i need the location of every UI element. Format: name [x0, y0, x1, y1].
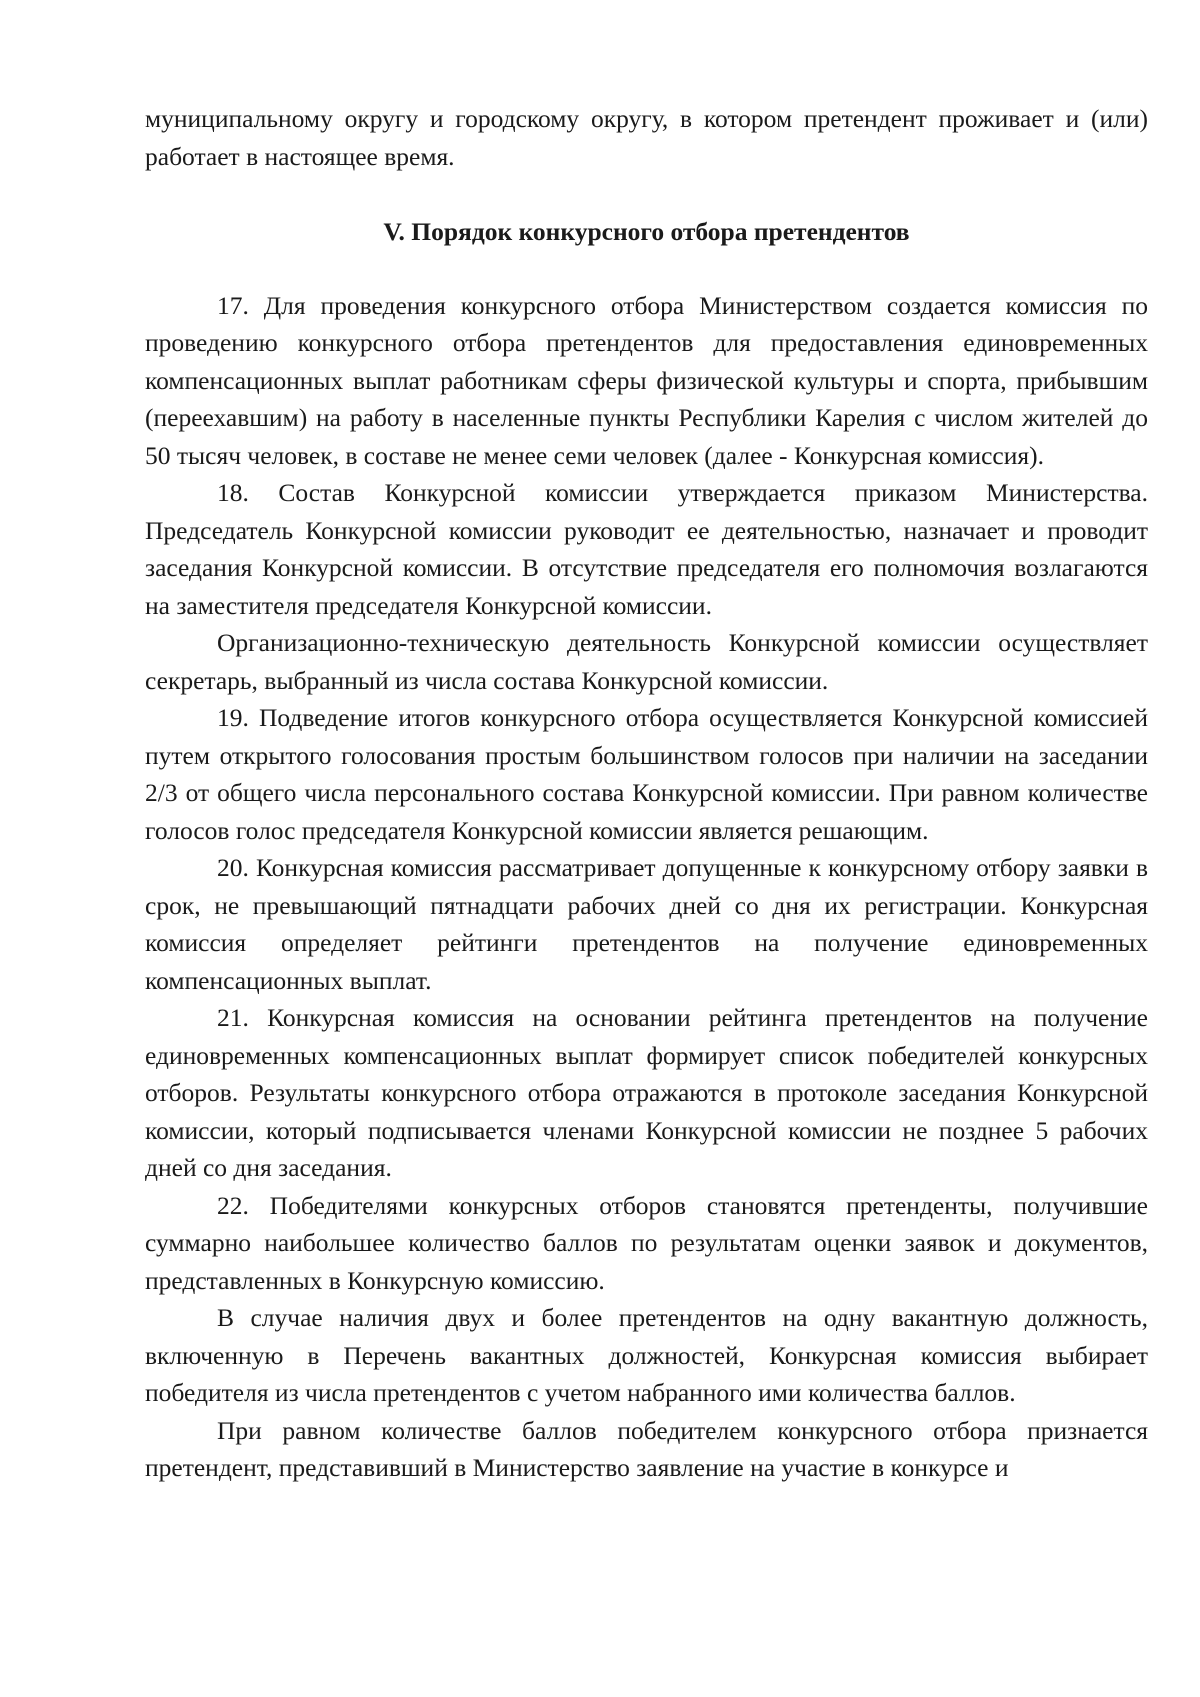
paragraph-18: 18. Состав Конкурсной комиссии утверждается приказом Министерства. Председатель Конкурсной комиссии руководит ее деятельностью, назначает и проводит заседания Конкурсной комиссии. В отсутствие председателя его полномочия возлагаются на заместителя председателя Конкурсной комиссии. [145, 478, 1148, 620]
paragraph-19: 19. Подведение итогов конкурсного отбора осуществляется Конкурсной комиссией путем открытого голосования простым большинством голосов при наличии на заседании 2/3 от общего числа персонального состава Конкурсной комиссии. При равном количестве голосов голос председателя Конкурсной комиссии является решающим. [145, 703, 1148, 845]
section-title: V. Порядок конкурсного отбора претендентов [383, 217, 910, 246]
intro-paragraph: муниципальному округу и городскому округу, в котором претендент проживает и (или) работает в настоящее время. [145, 104, 1148, 171]
paragraph-22: 22. Победителями конкурсных отборов становятся претенденты, получившие суммарно наибольшее количество баллов по результатам оценки заявок и документов, представленных в Конкурсную комиссию. [145, 1190, 1148, 1295]
paragraph-18-secretary: Организационно-техническую деятельность Конкурсной комиссии осуществляет секретарь, выбранный из числа состава Конкурсной комиссии. [145, 628, 1148, 695]
paragraph-22-multiple-candidates: В случае наличия двух и более претендентов на одну вакантную должность, включенную в Перечень вакантных должностей, Конкурсная комиссия выбирает победителя из числа претендентов с учетом набранного ими количества баллов. [145, 1303, 1148, 1407]
paragraph-22-equal-points: При равном количестве баллов победителем конкурсного отбора признается претендент, представивший в Министерство заявление на участие в конкурсе и [145, 1415, 1148, 1482]
paragraph-17: 17. Для проведения конкурсного отбора Министерством создается комиссия по проведению конкурсного отбора претендентов для предоставления единовременных компенсационных выплат работникам сферы физической культуры и спорта, прибывшим (переехавшим) на работу в населенные пункты Республики Карелия с числом жителей до 50 тысяч человек, в составе не менее семи человек (далее - Конкурсная комиссия). [145, 290, 1148, 470]
paragraph-21: 21. Конкурсная комиссия на основании рейтинга претендентов на получение единовременных компенсационных выплат формирует список победителей конкурсных отборов. Результаты конкурсного отбора отражаются в протоколе заседания Конкурсной комиссии, который подписывается членами Конкурсной комиссии не позднее 5 рабочих дней со дня заседания. [145, 1003, 1148, 1182]
document-page [145, 100, 1148, 1487]
paragraph-20: 20. Конкурсная комиссия рассматривает допущенные к конкурсному отбору заявки в срок, не превышающий пятнадцати рабочих дней со дня их регистрации. Конкурсная комиссия определяет рейтинги претендентов на получение единовременных компенсационных выплат. [145, 853, 1148, 995]
